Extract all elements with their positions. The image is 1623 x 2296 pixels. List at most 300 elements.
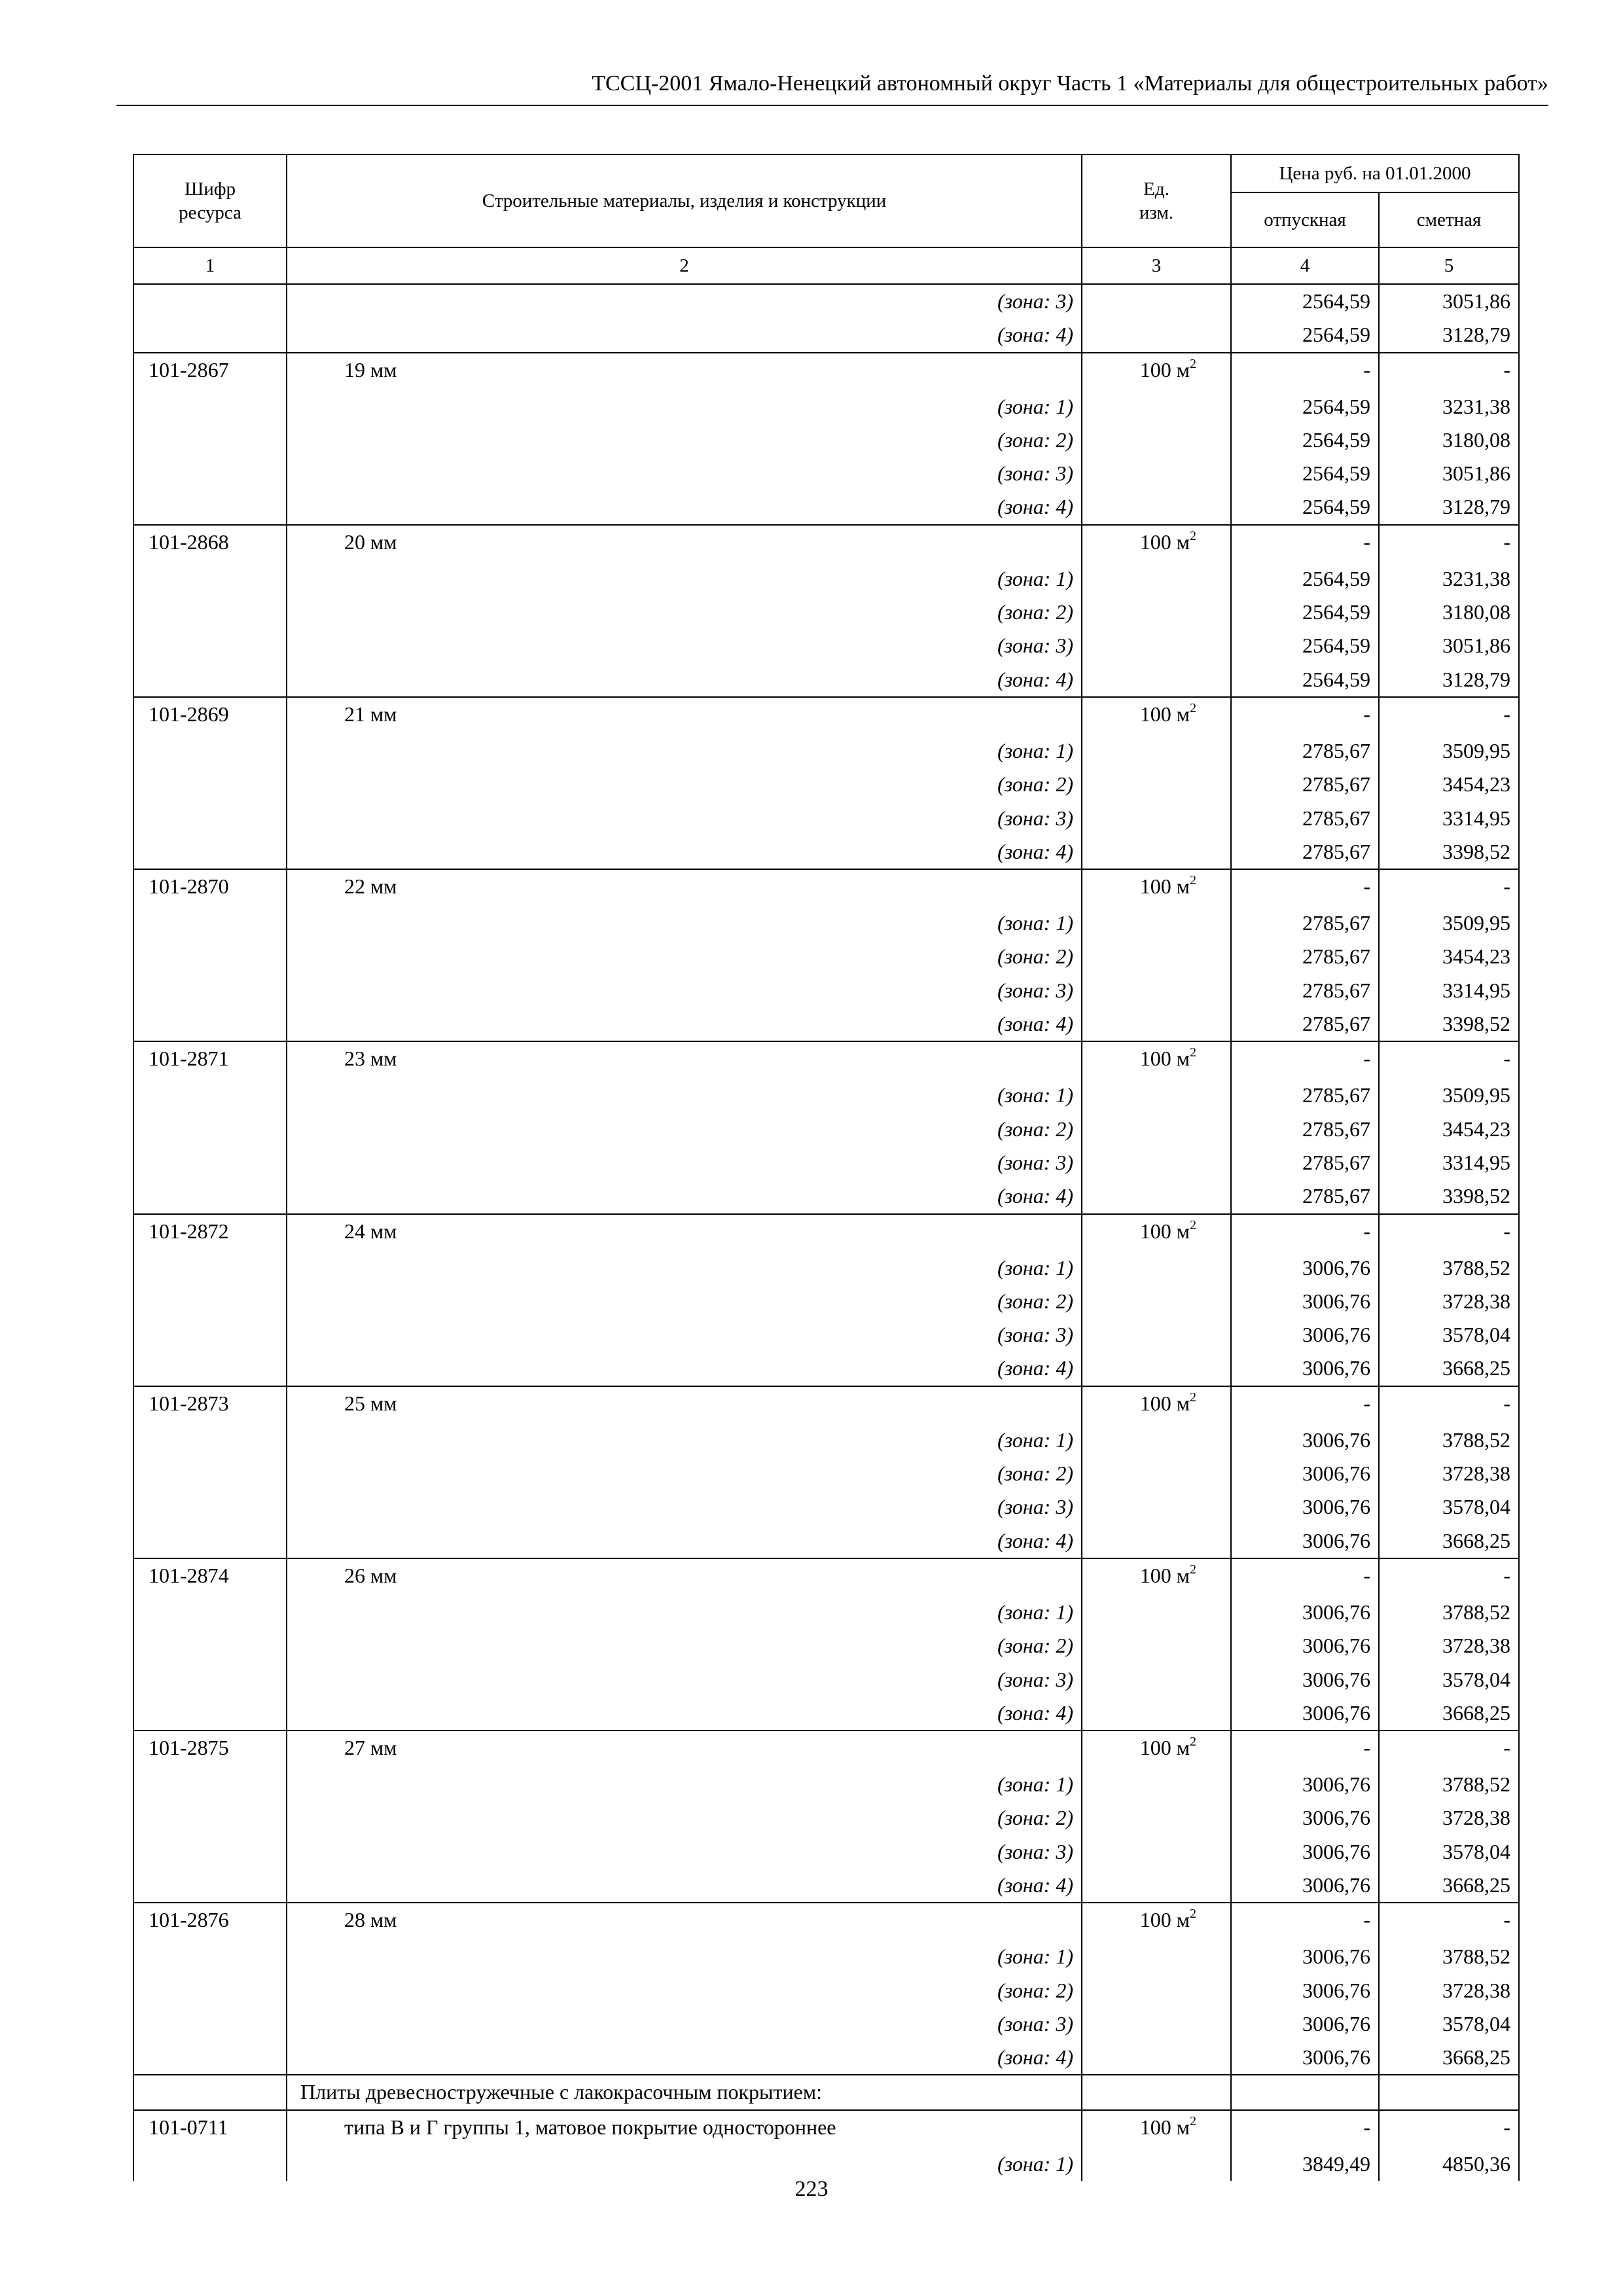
col-number-1: 1 (134, 247, 287, 284)
resource-code: 101-2873 (134, 1386, 287, 1424)
release-price: 3006,76 (1231, 1940, 1379, 1973)
zone-row (134, 457, 1519, 490)
unit-cell (1082, 1490, 1231, 1524)
unit-cell (1082, 1457, 1231, 1490)
zone-label: (зона: 3) (287, 1318, 1082, 1352)
zone-label: (зона: 1) (287, 1596, 1082, 1629)
resource-code (134, 1285, 287, 1318)
resource-code (134, 1524, 287, 1558)
release-price: 3006,76 (1231, 1318, 1379, 1352)
unit-text: 100 м (1139, 1563, 1190, 1587)
unit-cell (1082, 835, 1231, 869)
unit-cell (1082, 1801, 1231, 1835)
zone-label: (зона: 2) (287, 423, 1082, 457)
unit-superscript: 2 (1190, 356, 1196, 371)
release-price: 2785,67 (1231, 802, 1379, 835)
zone-row (134, 835, 1519, 869)
col-header-estimate: сметная (1379, 192, 1519, 247)
unit-cell (1082, 1113, 1231, 1146)
release-price: 3006,76 (1231, 2007, 1379, 2041)
zone-row (134, 1835, 1519, 1869)
resource-code (134, 390, 287, 423)
zone-row (134, 562, 1519, 596)
estimate-price: 3578,04 (1379, 1490, 1519, 1524)
resource-code: 101-0711 (134, 2110, 287, 2147)
unit-text: 100 м (1139, 1219, 1190, 1243)
unit-superscript: 2 (1190, 2113, 1196, 2128)
release-price: - (1231, 1386, 1379, 1424)
release-price: 3006,76 (1231, 1285, 1379, 1318)
zone-label: (зона: 4) (287, 835, 1082, 869)
estimate-price: 3728,38 (1379, 1801, 1519, 1835)
estimate-price: 3788,52 (1379, 1940, 1519, 1973)
unit-cell (1082, 802, 1231, 835)
unit-cell (1082, 1285, 1231, 1318)
release-price: 3006,76 (1231, 1768, 1379, 1801)
zone-label: (зона: 3) (287, 1146, 1082, 1179)
unit-cell (1082, 284, 1231, 318)
zone-row (134, 906, 1519, 940)
material-name: 20 мм (287, 525, 1082, 562)
zone-label: (зона: 4) (287, 318, 1082, 352)
unit-cell (1082, 353, 1231, 390)
release-price: 2564,59 (1231, 663, 1379, 697)
zone-row (134, 490, 1519, 524)
resource-code (134, 1079, 287, 1112)
estimate-price: 3728,38 (1379, 1457, 1519, 1490)
estimate-price: 3509,95 (1379, 734, 1519, 768)
zone-row (134, 1079, 1519, 1112)
resource-code: 101-2867 (134, 353, 287, 390)
col-header-release: отпускная (1231, 192, 1379, 247)
release-price: 2564,59 (1231, 596, 1379, 629)
zone-label: (зона: 3) (287, 1835, 1082, 1869)
release-price: 3006,76 (1231, 1801, 1379, 1835)
estimate-price: 3398,52 (1379, 1179, 1519, 1213)
estimate-price: 3788,52 (1379, 1768, 1519, 1801)
material-name: 26 мм (287, 1558, 1082, 1596)
release-price: - (1231, 869, 1379, 906)
resource-code: 101-2870 (134, 869, 287, 906)
release-price: - (1231, 1041, 1379, 1079)
unit-cell (1082, 390, 1231, 423)
material-name: 23 мм (287, 1041, 1082, 1079)
estimate-price: 3314,95 (1379, 1146, 1519, 1179)
resource-code (134, 1629, 287, 1662)
estimate-price: 3728,38 (1379, 1629, 1519, 1662)
price-table (133, 154, 1520, 2181)
zone-row (134, 1696, 1519, 1731)
unit-cell (1082, 629, 1231, 662)
col-header-code: Шифр ресурса (134, 154, 287, 247)
zone-row (134, 974, 1519, 1007)
zone-row (134, 629, 1519, 662)
zone-row (134, 284, 1519, 318)
release-price: 3006,76 (1231, 1424, 1379, 1457)
release-price: 2785,67 (1231, 1146, 1379, 1179)
item-row (134, 1041, 1519, 1079)
estimate-price: 3180,08 (1379, 423, 1519, 457)
zone-label: (зона: 4) (287, 1696, 1082, 1731)
zone-row (134, 1629, 1519, 1662)
release-price: - (1231, 697, 1379, 734)
zone-label: (зона: 1) (287, 734, 1082, 768)
resource-code (134, 596, 287, 629)
unit-superscript: 2 (1190, 1562, 1196, 1577)
estimate-price: 3128,79 (1379, 663, 1519, 697)
estimate-price: 3454,23 (1379, 940, 1519, 973)
zone-row (134, 1146, 1519, 1179)
release-price: 3006,76 (1231, 1869, 1379, 1903)
zone-row (134, 2007, 1519, 2041)
release-price: 3006,76 (1231, 1663, 1379, 1696)
release-price: - (1231, 1558, 1379, 1596)
col-number-2: 2 (287, 247, 1082, 284)
zone-row (134, 1352, 1519, 1386)
estimate-price: 3578,04 (1379, 1318, 1519, 1352)
resource-code (134, 490, 287, 524)
zone-row (134, 1179, 1519, 1213)
estimate-price: 3788,52 (1379, 1251, 1519, 1285)
unit-cell (1082, 2110, 1231, 2147)
unit-text: 100 м (1139, 874, 1190, 899)
zone-row (134, 1318, 1519, 1352)
release-price: - (1231, 1903, 1379, 1940)
zone-row (134, 1457, 1519, 1490)
unit-cell (1082, 1424, 1231, 1457)
col-header-name: Строительные материалы, изделия и конструкции (287, 154, 1082, 247)
unit-cell (1082, 1007, 1231, 1041)
zone-row (134, 1524, 1519, 1558)
release-price: 3006,76 (1231, 1596, 1379, 1629)
unit-cell (1082, 768, 1231, 801)
col-header-unit: Ед. изм. (1082, 154, 1231, 247)
zone-row (134, 1113, 1519, 1146)
zone-row (134, 1596, 1519, 1629)
resource-code (134, 1113, 287, 1146)
estimate-price: - (1379, 2110, 1519, 2147)
resource-code (134, 318, 287, 352)
zone-label: (зона: 2) (287, 1801, 1082, 1835)
unit-text: 100 м (1139, 1391, 1190, 1415)
zone-label: (зона: 2) (287, 940, 1082, 973)
unit-cell (1082, 1146, 1231, 1179)
resource-code (134, 1869, 287, 1903)
unit-cell (1082, 1179, 1231, 1213)
estimate-price: 3398,52 (1379, 835, 1519, 869)
resource-code (134, 1974, 287, 2007)
section-row (134, 2075, 1519, 2109)
zone-label: (зона: 3) (287, 1663, 1082, 1696)
material-name: 24 мм (287, 1214, 1082, 1251)
col-number-4: 4 (1231, 247, 1379, 284)
unit-cell (1082, 1251, 1231, 1285)
unit-text: 100 м (1139, 357, 1190, 382)
zone-label: (зона: 1) (287, 1079, 1082, 1112)
unit-cell (1082, 974, 1231, 1007)
release-price: - (1231, 1214, 1379, 1251)
unit-cell (1082, 1731, 1231, 1768)
estimate-price: 3454,23 (1379, 768, 1519, 801)
zone-row (134, 1974, 1519, 2007)
item-row (134, 1386, 1519, 1424)
unit-cell (1082, 1386, 1231, 1424)
zone-label: (зона: 3) (287, 802, 1082, 835)
zone-label: (зона: 1) (287, 1251, 1082, 1285)
resource-code (134, 1696, 287, 1731)
table-body (134, 284, 1519, 2181)
material-name: 25 мм (287, 1386, 1082, 1424)
unit-superscript: 2 (1190, 1734, 1196, 1749)
zone-label: (зона: 2) (287, 1629, 1082, 1662)
resource-code (134, 1835, 287, 1869)
resource-code (134, 663, 287, 697)
release-price: 2785,67 (1231, 906, 1379, 940)
resource-code (134, 734, 287, 768)
estimate-price: 3051,86 (1379, 629, 1519, 662)
unit-text: 100 м (1139, 529, 1190, 554)
unit-superscript: 2 (1190, 1390, 1196, 1405)
unit-cell (1082, 1214, 1231, 1251)
resource-code (134, 629, 287, 662)
zone-row (134, 1424, 1519, 1457)
estimate-price: 3051,86 (1379, 457, 1519, 490)
zone-label: (зона: 4) (287, 1524, 1082, 1558)
zone-row (134, 423, 1519, 457)
zone-row (134, 768, 1519, 801)
estimate-price (1379, 2075, 1519, 2109)
zone-row (134, 663, 1519, 697)
resource-code (134, 457, 287, 490)
resource-code (134, 1318, 287, 1352)
estimate-price: 3578,04 (1379, 1663, 1519, 1696)
unit-cell (1082, 1869, 1231, 1903)
resource-code (134, 768, 287, 801)
unit-cell (1082, 1663, 1231, 1696)
estimate-price: 3668,25 (1379, 1352, 1519, 1386)
zone-label: (зона: 1) (287, 1940, 1082, 1973)
release-price: - (1231, 353, 1379, 390)
release-price: - (1231, 2110, 1379, 2147)
unit-cell (1082, 423, 1231, 457)
release-price: - (1231, 1731, 1379, 1768)
unit-cell (1082, 562, 1231, 596)
zone-label: (зона: 1) (287, 562, 1082, 596)
resource-code (134, 1940, 287, 1973)
unit-cell (1082, 2007, 1231, 2041)
zone-label: (зона: 3) (287, 629, 1082, 662)
estimate-price: 3454,23 (1379, 1113, 1519, 1146)
resource-code (134, 835, 287, 869)
zone-label: (зона: 4) (287, 663, 1082, 697)
item-row (134, 1558, 1519, 1596)
unit-cell (1082, 490, 1231, 524)
zone-label: (зона: 2) (287, 1974, 1082, 2007)
page-number: 223 (794, 2177, 829, 2201)
zone-row (134, 1801, 1519, 1835)
resource-code: 101-2869 (134, 697, 287, 734)
resource-code: 101-2871 (134, 1041, 287, 1079)
estimate-price: 3128,79 (1379, 490, 1519, 524)
resource-code (134, 1179, 287, 1213)
release-price: 3006,76 (1231, 2041, 1379, 2075)
estimate-price: - (1379, 525, 1519, 562)
resource-code: 101-2876 (134, 1903, 287, 1940)
unit-cell (1082, 1524, 1231, 1558)
unit-cell (1082, 697, 1231, 734)
unit-superscript: 2 (1190, 1217, 1196, 1232)
release-price: 3006,76 (1231, 1524, 1379, 1558)
release-price: 2564,59 (1231, 457, 1379, 490)
zone-label: (зона: 2) (287, 1285, 1082, 1318)
estimate-price: - (1379, 1214, 1519, 1251)
estimate-price: 3668,25 (1379, 2041, 1519, 2075)
zone-row (134, 2041, 1519, 2075)
release-price: 3849,49 (1231, 2147, 1379, 2181)
resource-code (134, 1490, 287, 1524)
unit-cell (1082, 1696, 1231, 1731)
material-name: 27 мм (287, 1731, 1082, 1768)
estimate-price: 3314,95 (1379, 974, 1519, 1007)
resource-code (134, 2007, 287, 2041)
estimate-price: - (1379, 1386, 1519, 1424)
col-number-5: 5 (1379, 247, 1519, 284)
unit-cell (1082, 318, 1231, 352)
resource-code: 101-2874 (134, 1558, 287, 1596)
release-price: 2785,67 (1231, 940, 1379, 973)
estimate-price: 3231,38 (1379, 390, 1519, 423)
unit-cell (1082, 2075, 1231, 2109)
unit-cell (1082, 869, 1231, 906)
resource-code (134, 1596, 287, 1629)
zone-label: (зона: 1) (287, 390, 1082, 423)
zone-row (134, 1768, 1519, 1801)
zone-label: (зона: 3) (287, 1490, 1082, 1524)
release-price: 2564,59 (1231, 284, 1379, 318)
item-row (134, 525, 1519, 562)
estimate-price: 3668,25 (1379, 1696, 1519, 1731)
estimate-price: 4850,36 (1379, 2147, 1519, 2181)
estimate-price: 3231,38 (1379, 562, 1519, 596)
unit-superscript: 2 (1190, 1045, 1196, 1060)
release-price: 2785,67 (1231, 1179, 1379, 1213)
resource-code (134, 2041, 287, 2075)
resource-code (134, 802, 287, 835)
release-price: 2785,67 (1231, 835, 1379, 869)
release-price: 2564,59 (1231, 562, 1379, 596)
release-price: 3006,76 (1231, 1696, 1379, 1731)
estimate-price: 3398,52 (1379, 1007, 1519, 1041)
unit-text: 100 м (1139, 702, 1190, 726)
release-price: 2785,67 (1231, 1113, 1379, 1146)
zone-row (134, 1285, 1519, 1318)
estimate-price: - (1379, 1041, 1519, 1079)
resource-code (134, 940, 287, 973)
zone-label: (зона: 4) (287, 490, 1082, 524)
unit-cell (1082, 1940, 1231, 1973)
release-price: 2785,67 (1231, 734, 1379, 768)
resource-code (134, 1663, 287, 1696)
estimate-price: - (1379, 869, 1519, 906)
unit-cell (1082, 596, 1231, 629)
item-row (134, 353, 1519, 390)
resource-code (134, 562, 287, 596)
estimate-price: 3128,79 (1379, 318, 1519, 352)
zone-label: (зона: 2) (287, 1113, 1082, 1146)
resource-code (134, 2147, 287, 2181)
zone-label: (зона: 3) (287, 974, 1082, 1007)
unit-superscript: 2 (1190, 528, 1196, 543)
unit-cell (1082, 457, 1231, 490)
zone-label: (зона: 4) (287, 2041, 1082, 2075)
resource-code (134, 974, 287, 1007)
estimate-price: - (1379, 1731, 1519, 1768)
table-header (134, 154, 1519, 284)
zone-label: (зона: 1) (287, 1768, 1082, 1801)
release-price: - (1231, 525, 1379, 562)
estimate-price: 3728,38 (1379, 1974, 1519, 2007)
estimate-price: - (1379, 1558, 1519, 1596)
resource-code (134, 423, 287, 457)
col-header-price-group: Цена руб. на 01.01.2000 (1231, 154, 1519, 192)
resource-code: 101-2875 (134, 1731, 287, 1768)
zone-label: (зона: 3) (287, 2007, 1082, 2041)
resource-code (134, 1146, 287, 1179)
estimate-price: 3578,04 (1379, 1835, 1519, 1869)
release-price: 3006,76 (1231, 1629, 1379, 1662)
unit-cell (1082, 1041, 1231, 1079)
release-price: 2564,59 (1231, 390, 1379, 423)
estimate-price: 3314,95 (1379, 802, 1519, 835)
unit-cell (1082, 1768, 1231, 1801)
release-price (1231, 2075, 1379, 2109)
zone-row (134, 1869, 1519, 1903)
release-price: 2785,67 (1231, 974, 1379, 1007)
unit-cell (1082, 1596, 1231, 1629)
release-price: 2564,59 (1231, 629, 1379, 662)
unit-cell (1082, 1079, 1231, 1112)
zone-label: (зона: 2) (287, 1457, 1082, 1490)
zone-label: (зона: 1) (287, 906, 1082, 940)
zone-row (134, 2147, 1519, 2181)
zone-label: (зона: 1) (287, 2147, 1082, 2181)
unit-text: 100 м (1139, 1736, 1190, 1760)
estimate-price: 3509,95 (1379, 906, 1519, 940)
zone-label: (зона: 4) (287, 1179, 1082, 1213)
unit-cell (1082, 940, 1231, 973)
material-name: Плиты древесностружечные с лакокрасочным покрытием: (287, 2075, 1082, 2109)
zone-label: (зона: 4) (287, 1869, 1082, 1903)
resource-code (134, 906, 287, 940)
zone-row (134, 1940, 1519, 1973)
item-row (134, 1214, 1519, 1251)
material-name: 19 мм (287, 353, 1082, 390)
estimate-price: 3788,52 (1379, 1596, 1519, 1629)
resource-code (134, 1251, 287, 1285)
estimate-price: 3180,08 (1379, 596, 1519, 629)
zone-row (134, 1490, 1519, 1524)
header-rule (116, 105, 1548, 106)
material-name: 21 мм (287, 697, 1082, 734)
unit-superscript: 2 (1190, 700, 1196, 715)
resource-code (134, 1457, 287, 1490)
estimate-price: 3578,04 (1379, 2007, 1519, 2041)
zone-label: (зона: 3) (287, 284, 1082, 318)
material-name: типа В и Г группы 1, матовое покрытие одностороннее (287, 2110, 1082, 2147)
unit-superscript: 2 (1190, 1907, 1196, 1922)
item-row (134, 1731, 1519, 1768)
estimate-price: - (1379, 697, 1519, 734)
